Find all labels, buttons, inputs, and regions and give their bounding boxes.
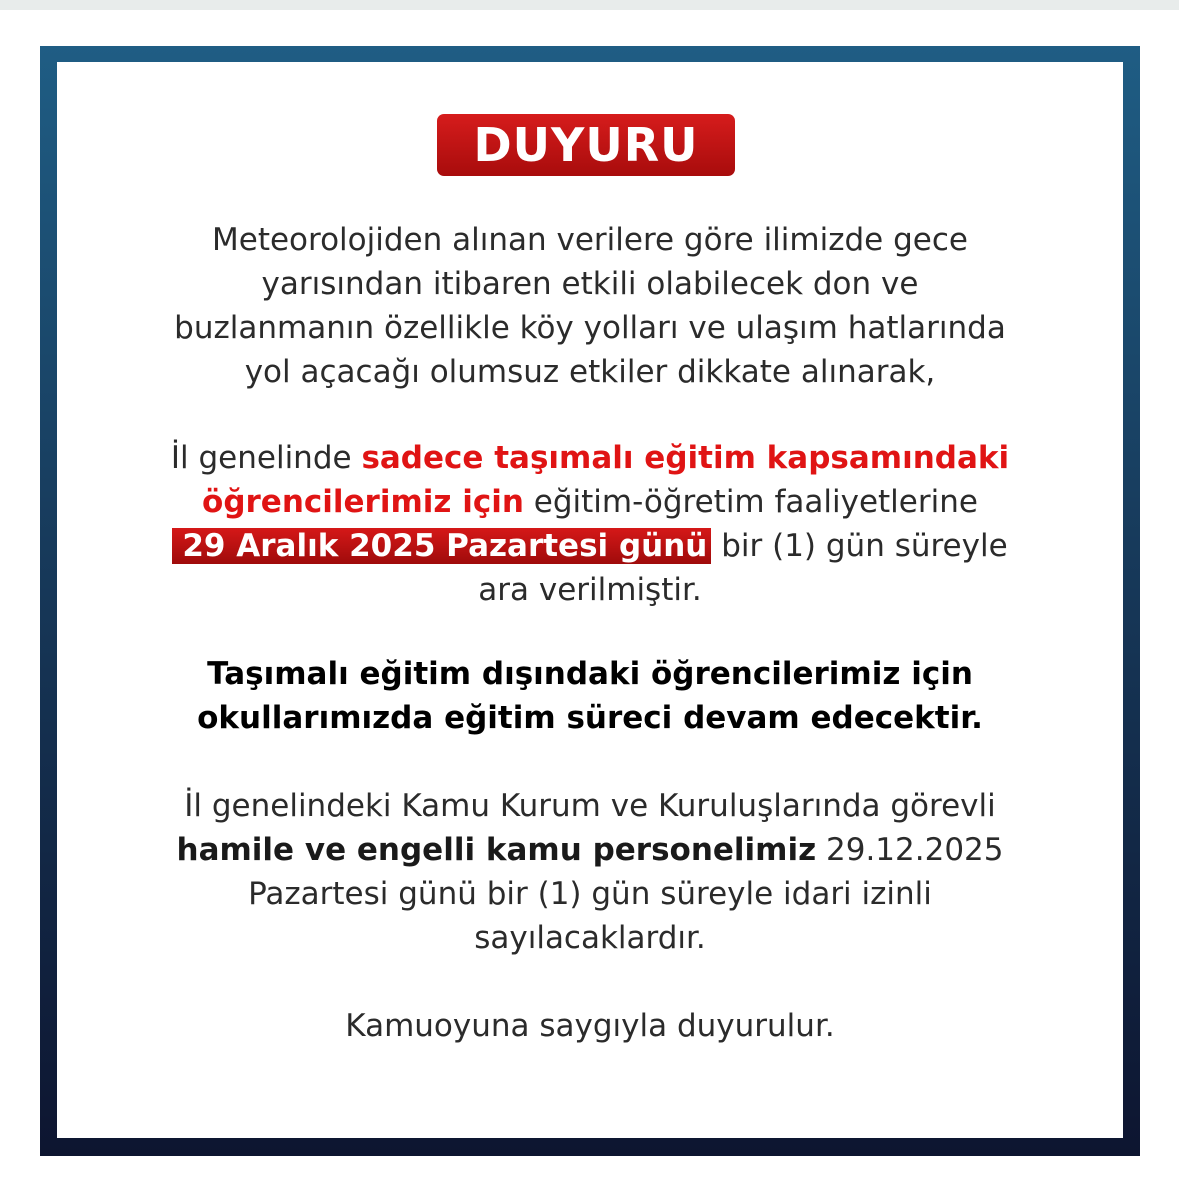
text-line: yarısından itibaren etkili olabilecek don ve — [261, 266, 919, 302]
text-line: okullarımızda eğitim süreci devam edecektir. — [197, 700, 983, 736]
text-line — [57, 480, 1123, 524]
text-line: Taşımalı eğitim dışındaki öğrencilerimiz için — [207, 656, 973, 692]
top-strip — [0, 0, 1179, 10]
paragraph-weather-notice — [57, 218, 1123, 394]
text-line: ara verilmiştir. — [478, 572, 702, 608]
text-line — [57, 828, 1123, 872]
text-line: sayılacaklardır. — [474, 920, 706, 956]
text-plain: eğitim-öğretim faaliyetlerine — [523, 484, 978, 520]
text-plain: İl genelinde — [170, 440, 362, 476]
text-line — [57, 524, 1123, 568]
announcement-panel — [57, 62, 1123, 1138]
text-line: İl genelindeki Kamu Kurum ve Kuruluşlarında görevli — [184, 788, 996, 824]
announcement-title: DUYURU — [437, 114, 735, 176]
text-line: yol açacağı olumsuz etkiler dikkate alınarak, — [244, 354, 936, 390]
text-plain: bir (1) gün süreyle — [711, 528, 1008, 564]
text-line: Meteorolojiden alınan verilere göre ilimizde gece — [212, 222, 968, 258]
announcement-frame — [40, 46, 1140, 1156]
text-plain: 29.12.2025 — [816, 832, 1004, 868]
text-line — [57, 436, 1123, 480]
paragraph-school-break — [57, 436, 1123, 612]
text-emphasis-bold: hamile ve engelli kamu personelimiz — [176, 832, 817, 868]
text-emphasis-red: öğrencilerimiz için — [202, 484, 524, 520]
text-emphasis-red: sadece taşımalı eğitim kapsamındaki — [361, 440, 1010, 476]
paragraph-continuing-education — [57, 652, 1123, 740]
paragraph-staff-leave — [57, 784, 1123, 960]
text-line: buzlanmanın özellikle köy yolları ve ulaşım hatlarında — [174, 310, 1006, 346]
closing-line: Kamuoyuna saygıyla duyurulur. — [345, 1008, 835, 1044]
date-highlight: 29 Aralık 2025 Pazartesi günü — [172, 528, 711, 564]
text-line: Pazartesi günü bir (1) gün süreyle idari izinli — [248, 876, 932, 912]
